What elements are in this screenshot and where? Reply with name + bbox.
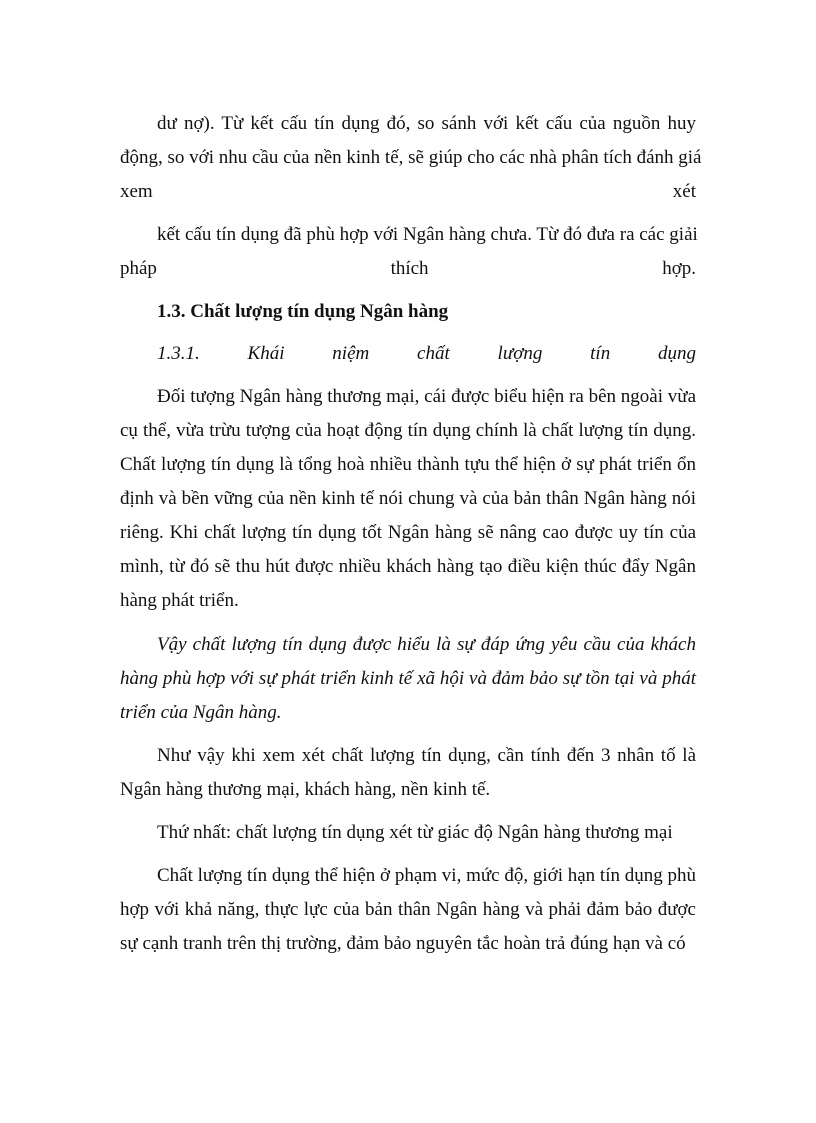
paragraph-line: Chất lượng tín dụng là tổng hoà nhiều thành tựu thể hiện ở sự phát triển ổn	[120, 454, 696, 475]
section-heading: 1.3. Chất lượng tín dụng Ngân hàng	[157, 301, 449, 322]
word: lượng	[497, 343, 543, 364]
paragraph-line: dư nợ). Từ kết cấu tín dụng đó, so sánh với kết cấu của nguồn huy	[157, 113, 696, 134]
paragraph-line: Chất lượng tín dụng thể hiện ở phạm vi, mức độ, giới hạn tín dụng phù	[157, 865, 696, 886]
paragraph-line: Đối tượng Ngân hàng thương mại, cái được biểu hiện ra bên ngoài vừa	[157, 386, 696, 407]
word: chất	[417, 343, 450, 364]
word: pháp	[120, 258, 157, 279]
word: dụng	[658, 343, 696, 364]
paragraph-line: kết cấu tín dụng đã phù hợp với Ngân hàng chưa. Từ đó đưa ra các giải	[157, 224, 698, 245]
word: thích	[390, 258, 429, 279]
paragraph-line: định và bền vững của nền kinh tế nói chung và của bản thân Ngân hàng nói	[120, 488, 696, 509]
paragraph-line	[120, 175, 696, 209]
word: niệm	[332, 343, 370, 364]
word: tín	[590, 343, 611, 364]
paragraph-line: sự cạnh tranh trên thị trường, đảm bảo nguyên tắc hoàn trả đúng hạn và có	[120, 933, 686, 954]
paragraph-line: riêng. Khi chất lượng tín dụng tốt Ngân hàng sẽ nâng cao được uy tín của	[120, 522, 696, 543]
word: Khái	[247, 343, 285, 364]
paragraph-line: hàng phát triển.	[120, 590, 239, 611]
paragraph-line: Ngân hàng thương mại, khách hàng, nền kinh tế.	[120, 779, 491, 800]
paragraph-line: hợp với khả năng, thực lực của bản thân Ngân hàng và phải đảm bảo được	[120, 899, 696, 920]
italic-paragraph-line: Vậy chất lượng tín dụng được hiểu là sự đáp ứng yêu cầu của khách	[157, 634, 696, 655]
paragraph-line	[120, 252, 696, 286]
paragraph-line: mình, từ đó sẽ thu hút được nhiều khách hàng tạo điều kiện thúc đẩy Ngân	[120, 556, 696, 577]
paragraph-line: động, so với nhu cầu của nền kinh tế, sẽ giúp cho các nhà phân tích đánh giá	[120, 147, 702, 168]
paragraph-line: Như vậy khi xem xét chất lượng tín dụng, cần tính đến 3 nhân tố là	[157, 745, 696, 766]
word: 1.3.1.	[157, 343, 200, 364]
paragraph-line: cụ thể, vừa trừu tượng của hoạt động tín dụng chính là chất lượng tín dụng.	[120, 420, 696, 441]
subsection-heading	[157, 337, 696, 371]
word: xét	[672, 181, 696, 202]
paragraph-line: Thứ nhất: chất lượng tín dụng xét từ giác độ Ngân hàng thương mại	[157, 822, 673, 843]
italic-paragraph-line: triển của Ngân hàng.	[120, 702, 282, 723]
italic-paragraph-line: hàng phù hợp với sự phát triển kinh tế xã hội và đảm bảo sự tồn tại và phát	[120, 668, 696, 689]
word: xem	[120, 181, 153, 202]
word: hợp.	[662, 258, 696, 279]
